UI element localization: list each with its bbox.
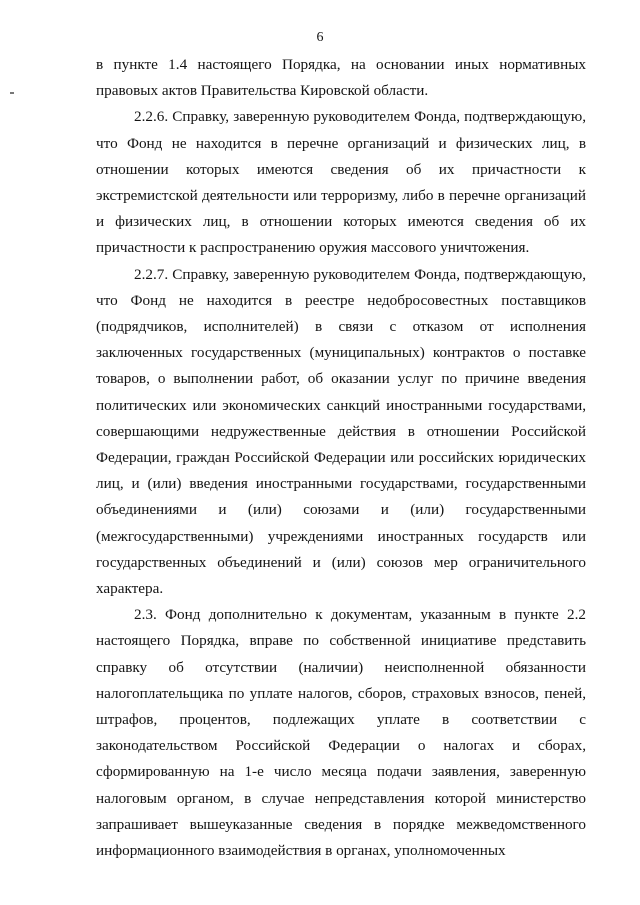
paragraph-continuation: в пункте 1.4 настоящего Порядка, на основании иных нормативных правовых актов Правительства Кировской области. xyxy=(96,56,586,100)
scan-artifact xyxy=(10,92,14,94)
paragraph-2-2-7: 2.2.7. Справку, заверенную руководителем Фонда, подтверждающую, что Фонд не находится в реестре недобросовестных поставщиков (подрядчиков, исполнителей) в связи с отказом от исполнения заключенных государственных (муниципальных) контрактов о поставке товаров, о выполнении работ, об оказании услуг по причине введения политических или экономических санкций иностранными государствами, совершающими недружественные действия в отношении Российской Федерации, граждан Российской Федерации или российских юридических лиц, и (или) введения иностранными государствами, государственными объединениями и (или) союзами и (или) государственными (межгосударственными) учреждениями иностранных государств или государственных объединений и (или) союзов мер ограничительного характера. xyxy=(96,265,586,598)
paragraph-2-2-6: 2.2.6. Справку, заверенную руководителем Фонда, подтверждающую, что Фонд не находится в перечне организаций и физических лиц, в отношении которых имеются сведения об их причастности к экстремистской деятельности или терроризму, либо в перечне организаций и физических лиц, в отношении которых имеются сведения об их причастности к распространению оружия массового уничтожения. xyxy=(96,108,586,257)
page-number: 6 xyxy=(316,30,324,45)
document-body xyxy=(96,52,586,864)
paragraph-2-3: 2.3. Фонд дополнительно к документам, указанным в пункте 2.2 настоящего Порядка, вправе по собственной инициативе представить справку об отсутствии (наличии) неисполненной обязанности налогоплательщика по уплате налогов, сборов, страховых взносов, пеней, штрафов, процентов, подлежащих уплате в соответствии с законодательством Российской Федерации о налогах и сборах, сформированную на 1-е число месяца подачи заявления, заверенную налоговым органом, в случае непредставления которой министерство запрашивает вышеуказанные сведения в порядке межведомственного информационного взаимодействия в органах, уполномоченных xyxy=(96,606,586,860)
